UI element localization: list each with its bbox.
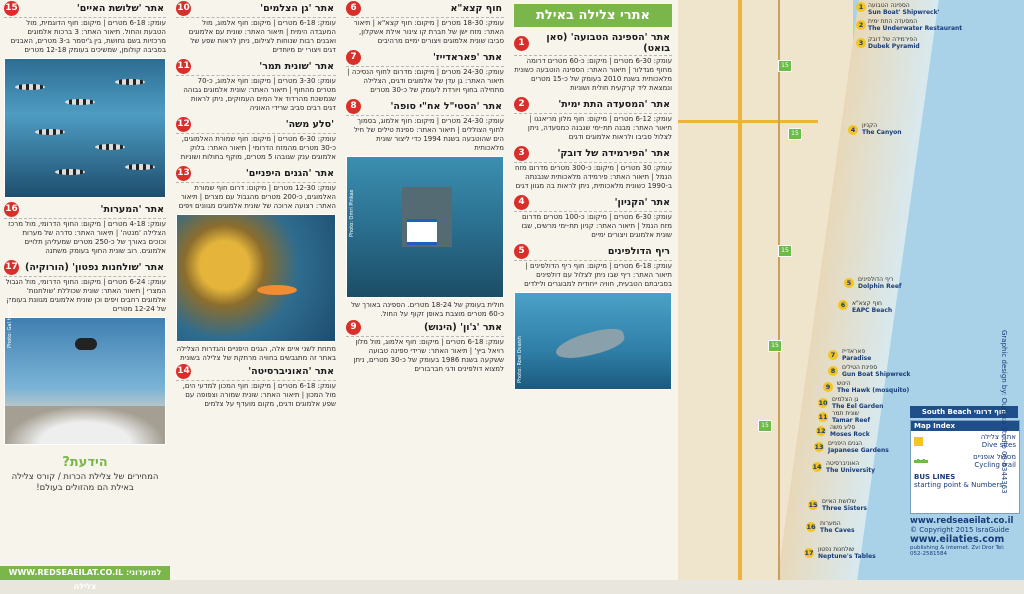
map-site-label: הפירמידה של דובק Dubek Pyramid — [868, 36, 920, 50]
site-10 — [176, 0, 336, 55]
map-site-number: 7 — [828, 350, 838, 360]
map-site-number: 1 — [856, 2, 866, 12]
map-site-number: 15 — [808, 501, 818, 509]
map-site-number: 14 — [812, 463, 822, 471]
site-number-badge: 2 — [514, 97, 529, 112]
legend-row-bus: BUS LINES starting point & Numbers — [914, 473, 1003, 489]
column-sites-1-5 — [510, 0, 676, 580]
site-title: אתר 'שלושת האיים' — [76, 3, 164, 14]
map-site-number: 3 — [856, 38, 866, 48]
map-site-number: 5 — [844, 278, 854, 288]
map-site-label: פאראדייז Paradise — [842, 348, 872, 362]
site-title: 'סלע משה' — [285, 119, 334, 130]
copyright: © Copyright 2015 IsraGuide — [910, 526, 1010, 534]
site-title: אתר 'הגנים היפניים' — [245, 168, 334, 179]
site-description: עומק: 4-18 מטרים | מיקום: החוף הדרומי, מול מרכז הצלילה 'מנטה' | תיאור האתר: סדרה של מערות וכוכים באורך של כ-250 מטרים שמעליהן תלויים אלמוגים. רוב שונית החוף בעומק משתנה — [8, 220, 166, 255]
site-description: עומק: 24-30 מטרים | מיקום: מדרום לחוף הנסיכה | תיאור האתר: גן עדן של אלמוגים ודגים, הצלילה מתחילה בחוף ויורדת לעומק של כ-30 מטרים — [347, 68, 504, 94]
photo-credit: Photo: Omri Pinkas — [349, 189, 355, 237]
map-site-label: הספינה הטבועה 'Sun Boat' Shipwreck — [868, 2, 940, 16]
photo-credit: Photo: Gal Hochman — [7, 296, 13, 348]
map-site-number: 13 — [814, 443, 824, 451]
site-title: אתר 'הפירמידה של דובק' — [557, 148, 670, 159]
site-description: עומק: 6-18 מטרים | מיקום: חוף המכון למדעי הים, מול המכון | תיאור האתר: שונית שמורה וצפופה עם שפע אלמוגים ודגים, מקום מועדף על צלמים — [182, 382, 336, 408]
map-site-number: 10 — [818, 399, 828, 407]
site-11 — [176, 58, 336, 113]
south-beach-label: South Beach חוף דרומי — [910, 406, 1018, 418]
site-number-badge: 4 — [514, 195, 529, 210]
map-site-number: 4 — [848, 125, 858, 135]
site-number-badge: 9 — [346, 320, 361, 335]
did-you-know-title: הידעת? — [62, 455, 108, 470]
coral-table — [5, 406, 165, 444]
dolphin-photo — [514, 292, 672, 390]
legend-title: Map Index — [911, 421, 1019, 431]
dolphin-silhouette — [553, 324, 626, 363]
bus-line-marker: 15 — [768, 340, 782, 352]
site-5 — [514, 243, 672, 289]
graphic-design-credit: Graphic design by: Ouriska Studio 08-6344363 — [1000, 330, 1008, 494]
site-description: עומק: 6-12 מטרים | מיקום: חוף מלון מריאנגו | תיאור האתר: מבנה תת-ימי שנבנה כמסעדה, ניתן לצלול סביבו ולראות אלמוגים ודגים — [527, 115, 672, 141]
map-site-label: המסעדה התת ימית The Underwater Restaurant — [868, 18, 963, 32]
site-13 — [176, 165, 336, 211]
map-site-label: הגנים היפניים Japanese Gardens — [828, 440, 889, 454]
map-site-label: האוניברסיטה The University — [826, 460, 876, 474]
site-title: אתר 'המסעדה התת ימית' — [558, 99, 670, 110]
dive-sites-header: אתרי צלילה באילת — [514, 4, 672, 27]
site-14 — [176, 363, 336, 409]
map-site-label: גן הצלמים The Eel Garden — [832, 396, 884, 410]
extra-description: חולית בעומק של 18-24 מטרים. הספינה באורך של כ-60 מטרים מוצבת באופן זקוף על החול. — [351, 301, 504, 318]
site-3 — [514, 145, 672, 191]
site-description: עומק: 6-18 מטרים | מיקום: חוף הדוגמית, מול הטבעת והחול. תיאור האתר: 3 ברכות אלמוגים מרכזיות בשם נחושת, בין ג'יסמר ב-3 מטרים, האבנים בסביבה קולומן, שמשיכים בעומק 12-18 מטרים — [10, 19, 166, 54]
map-site-label: ספינת הטילים Gun Boat Shipwreck — [842, 364, 911, 378]
extra-description: מתחת לשני איים אלה, הגנים היפניים והגדרות הצלילה באתר זה מתגבשים בחוויה מרתקת של צלילה בשונית — [176, 345, 336, 362]
site-description: עומק: 6-30 מטרים | מיקום: כ-100 מטרים מדרום מזח הנמל | תיאור האתר: קניון תת-ימי מרשים, שבו שונית אלמוגים ויצורים ימיים — [521, 213, 672, 239]
site-title: אתר 'הסטי"ל אח"י סופה' — [390, 101, 502, 112]
site-number-badge: 3 — [514, 146, 529, 161]
israel-flag — [407, 219, 437, 245]
map-road — [738, 0, 742, 580]
dive-clubs-footer: WWW.REDSEAEILAT.CO.IL :למועדוני צלילה — [0, 566, 170, 580]
site-title: אתר 'ג'ון' (הינוש) — [423, 322, 502, 333]
column-sites-6-9 — [342, 0, 508, 580]
site-title: חוף קצא"א — [450, 3, 502, 14]
site-title: אתר 'הקניון' — [614, 197, 670, 208]
site-number-badge: 5 — [514, 244, 529, 259]
site-description: עומק: 6-18 מטרים | מיקום: חוף ריף הדולפינים | תיאור האתר: ריף שבו ניתן לצלול עם דולפינים בסביבתם הטבעית, חוויה ייחודית למבוגרים ולילדים — [524, 262, 672, 288]
site-2 — [514, 96, 672, 142]
site-number-badge: 11 — [176, 59, 191, 74]
orange-fish — [257, 285, 297, 295]
legend-row-dive: אתרי צלילה Dive sites — [911, 431, 1019, 451]
dive-site-swatch — [914, 437, 923, 446]
site-number-badge: 10 — [176, 1, 191, 16]
map-site-label: שונית תמר Tamar Reef — [832, 410, 871, 424]
map-site-number: 8 — [828, 366, 838, 376]
site-title: אתר 'האוניברסיטה' — [248, 366, 334, 377]
map-road — [678, 120, 818, 123]
bus-line-marker: 15 — [778, 60, 792, 72]
site-description: עומק: 12-30 מטרים | מיקום: דרום חוף שמורת האלמוגים, כ-200 מטרים מהגבול עם מצרים | תיאור האתר: רצועה ארוכה של שונית אלמוגים מגוונים ויפים — [178, 184, 336, 210]
site-1 — [514, 31, 672, 93]
site-7 — [346, 49, 504, 95]
fish-photo — [4, 58, 166, 198]
site-8 — [346, 98, 504, 153]
site-description: עומק: 3-30 מטרים | מיקום: חוף אלמוג, כ-70 מטרים מהחוף | תיאור האתר: שונית אלמוגים גבוהה שנמשכת מהרדוד אל המים העמוקים, ניתן לראות דגים רבים סביב שרידי האוניה — [183, 77, 336, 112]
site-title: אתר 'שונית תמר' — [259, 61, 334, 72]
site-number-badge: 17 — [4, 260, 19, 275]
site-number-badge: 6 — [346, 1, 361, 16]
map-road — [778, 0, 780, 580]
map-site-number: 9 — [823, 382, 833, 392]
map-site-number: 16 — [806, 523, 816, 531]
eilat-dive-map — [678, 0, 1024, 580]
map-site-number: 6 — [838, 300, 848, 310]
photo-credit: Photo: Roei Dvaish — [517, 336, 523, 383]
site-number-badge: 12 — [176, 117, 191, 132]
site-17 — [4, 259, 166, 314]
site-title: אתר 'פאראדייז' — [432, 52, 502, 63]
redsea-url: www.redseaeilat.co.il — [910, 516, 1014, 526]
map-site-label: הינוש The Hawk (mosquito) — [837, 380, 910, 394]
column-sites-15-17 — [0, 0, 170, 591]
map-site-number: 12 — [816, 427, 826, 435]
did-you-know — [4, 455, 166, 494]
cycling-trail-swatch — [914, 459, 928, 463]
site-description: עומק: 6-18 מטרים | מיקום: חוף אלמוג, מול מלון רויאל ביץ' | תיאור האתר: שרידי ספינה טבועה ששקעה בשנת 1986 בעומק של כ-30 מטרים, ניתן למצוא דולפינים ודגי חברבורים — [353, 338, 504, 373]
site-number-badge: 13 — [176, 166, 191, 181]
site-description: עומק: 24-30 מטרים | מיקום: חוף אלמוג, בסמוך לחוף הצוללים | תיאור האתר: ספינת טילים של חיל הים שהוטבעה בשנת 1994 כדי ליצור שונית מלאכותית — [354, 117, 504, 152]
map-site-number: 2 — [856, 20, 866, 30]
site-description: עומק: 6-24 מטרים | מיקום: החוף הדרומי, מול הגבול המצרי | תיאור האתר: שונית שכוללת 'שולחנות' אלמוגים רחבים ויפים וכן שונית אלמוגים מגוונת בעומק של 12-24 מטרים — [5, 278, 166, 313]
map-site-label: שולחנות נפטון Neptune's Tables — [818, 546, 876, 560]
shipwreck-flag-photo — [346, 156, 504, 298]
site-description: עומק: 6-30 מטרים | מיקום: חוף שמורת האלמוגים, כ-30 מטרים מהמזח הדרומי | תיאור האתר: בלוק אלמוגים ענק שגובהו 5 מטרים, מוקף בחולות ושוניות — [180, 135, 336, 161]
publisher-info: publishing & internet. Zvi Dror Tel: 052-2581584 — [910, 545, 1005, 557]
bus-line-marker: 15 — [788, 128, 802, 140]
map-site-number: 11 — [818, 413, 828, 421]
site-description: עומק: 6-30 מטרים | מיקום: כ-60 מטרים דרומה מחוף מגדלור | תיאור האתר: הספינה הוטבעה כשונית מלאכותית בשנת 2010 בעומק של כ-15 מטרים ונמצאת ליד קרקעית חולית ושוניות — [514, 57, 672, 92]
site-15 — [4, 0, 166, 55]
site-title: אתר 'המערות' — [100, 204, 164, 215]
map-site-label: חוף קצא"א EAPC Beach — [852, 300, 893, 314]
site-number-badge: 8 — [346, 99, 361, 114]
site-number-badge: 7 — [346, 50, 361, 65]
site-4 — [514, 194, 672, 240]
map-site-number: 17 — [804, 549, 814, 557]
diver-silhouette — [75, 338, 97, 350]
map-site-label: סלע משה Moses Rock — [830, 424, 870, 438]
site-title: ריף הדולפינים — [607, 246, 670, 257]
site-9 — [346, 319, 504, 374]
site-description: עומק: 18-30 מטרים | מיקום: חוף קצא"א | תיאור האתר: מזח ישן של חברת קו צינור אילת אשקלון, סביבו שונית אלמוגים ויצורים ימיים מרהיבים — [353, 19, 504, 45]
site-number-badge: 15 — [4, 1, 19, 16]
site-12 — [176, 116, 336, 162]
map-site-label: המערות The Caves — [820, 520, 855, 534]
coral-fish-photo — [176, 214, 336, 342]
site-6 — [346, 0, 504, 46]
map-site-label: ריף הדולפינים Dolphin Reef — [858, 276, 902, 290]
site-number-badge: 14 — [176, 364, 191, 379]
site-title: אתר 'גן הצלמים' — [260, 3, 334, 14]
column-sites-10-14 — [172, 0, 340, 580]
site-description: עומק: 30 מטרים | מיקום: כ-300 מטרים מדרום מזח הנמל | תיאור האתר: פירמידה מלאכותית שנבנתה ב-1990 כשונית מלאכותית, ניתן לראות בה מגוון דגים — [515, 164, 672, 190]
legend-row-cycle: מסלול אופניים Cycling trail — [911, 451, 1019, 471]
map-site-label: הקניון The Canyon — [862, 122, 902, 136]
site-title: אתר 'הספינה הטבועה' (סאן בואט) — [546, 32, 670, 54]
site-number-badge: 16 — [4, 202, 19, 217]
bus-line-marker: 15 — [778, 245, 792, 257]
site-16 — [4, 201, 166, 256]
eilaties-url: www.eilaties.com — [910, 534, 1005, 545]
site-title: אתר 'שולחנות נפטון' (הורוקיה) — [25, 262, 164, 273]
site-number-badge: 1 — [514, 36, 529, 51]
map-site-label: שלושת האיים Three Sisters — [822, 498, 867, 512]
did-you-know-body: המחירים של צלילת הכרות / קורס צלילה באילת הם מהזולים בעולם! — [11, 472, 159, 493]
bus-line-marker: 15 — [758, 420, 772, 432]
diver-coral-photo — [4, 296, 166, 445]
site-description: עומק: 6-18 מטרים | מיקום: חוף אלמוג, מול המעבדה הימית | תיאור האתר: שונית עם אלמוגים ואבנים רבות שנוחות לצילום, ניתן לראות שפע של דגים ויצורי ים מיוחדים — [188, 19, 336, 54]
